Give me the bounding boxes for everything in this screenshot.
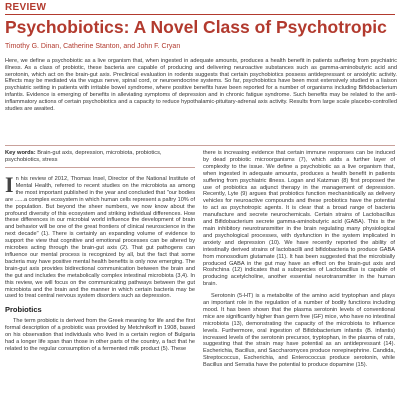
- abstract-divider: [5, 145, 395, 146]
- left-column: [5, 150, 195, 400]
- author-list: Timothy G. Dinan, Catherine Stanton, and John F. Cryan: [5, 43, 181, 50]
- body-paragraph: there is increasing evidence that certain immune responses can be induced by dead probiotic microorganisms (7), which adds a further layer of complexity to the issue. We define a psychobiotic as a live organism that, when ingested in adequate amounts, produces a health benefit in patients suffering from psychiatric illness. Logan and Katzman (8) first proposed the use of probiotics as adjunct therapy in the management of depression. Recently, Lyte (9) argues that probiotics function mechanistically as delivery vehicles for neuroactive compounds and these probiotics have the potential to act as psychotropic agents. It is clear that a broad range of bacteria manufacture and secrete neurochemicals. Certain strains of Lactobacillus and Bifidobacterium secrete gamma-aminobutyric acid (GABA). This is the main inhibitory neurotransmitter in the brain regulating many physiological and psychological processes, with dysfunction in the system implicated in anxiety and depression (10). We have recently reported the ability of intestinally derived strains of lactobacilli and bifidobacteria to produce GABA from monosodium glutamate (11). It has been suggested that the microbially produced GABA in the gut may have an effect on the brain-gut axis and Roshchina (12) indicates that a subspecies of Lactobacillus is capable of producing acetylcholine, another essential neurotransmitter in the human brain.: [203, 150, 395, 288]
- body-paragraph: Serotonin (5-HT) is a metabolite of the amino acid tryptophan and plays an important role in the regulation of a number of bodily functions including mood. It has been shown that the plasma serotonin levels of conventional mice are significantly higher than germ free (GF) mice, who have no intestinal microbiota (13), demonstrating the capacity of the microbiota to influence levels. Furthermore, oral ingestion of Bifidobacterium infantis (B. infantis) increased levels of the serotonin precursor, tryptophan, in the plasma of rats, suggesting that the strain may have potential as an antidepressant (14). Escherichia, Bacillus, and Saccharomyces produce norepinephrine. Candida, Streptococcus, Escherichia, and Enterococcus produce serotonin, while Bacillus and Serratia have the potential to produce dopamine (15).: [203, 293, 395, 369]
- right-column: [203, 150, 395, 400]
- keywords: [5, 150, 195, 168]
- keywords-text: Brain-gut axis, depression, microbiota, probiotics, psychobiotics, stress: [5, 150, 162, 163]
- article-title: Psychobiotics: A Novel Class of Psychotropic: [5, 17, 387, 37]
- header-divider: [5, 14, 395, 15]
- keywords-label: Key words:: [5, 150, 36, 156]
- section-heading-probiotics: Probiotics: [5, 305, 42, 315]
- abstract: Here, we define a psychobiotic as a live organism that, when ingested in adequate amounts, produces a health benefit in patients suffering from psychiatric illness. As a class of probiotic, these bacteria are capable of producing and delivering neuroactive substances such as gamma-aminobutyric acid and serotonin, which act on the brain-gut axis. Preclinical evaluation in rodents suggests that certain psychobiotics possess antidepressant or anxiolytic activity. Effects may be mediated via the vagus nerve, spinal cord, or neuroendocrine systems. So far, psychobiotics have been most extensively studied in a liaison psychiatric setting in patients with irritable bowel syndrome, where positive benefits have been reported for a number of organisms including Bifidobacterium infantis. Evidence is emerging of benefits in alleviating symptoms of depression and in chronic fatigue syndrome. Such benefits may be related to the anti-inflammatory actions of certain psychobiotics and a capacity to reduce hypothalamic-pituitary-adrenal axis activity. Results from large scale placebo-controlled studies are awaited.: [5, 58, 397, 112]
- probiotics-paragraph: The term probiotic is derived from the Greek meaning for life and the first formal description of a probiotic was provided by Metchnikoff in 1908, based on his observation that individuals who lived in a certain region of Bulgaria had a longer life span than those in other parts of the country, a fact that he related to the regular consumption of a fermented milk product (5). These: [5, 318, 195, 352]
- intro-paragraph: In his review of 2012, Thomas Insel, Director of the National Institute of Mental Health, referred to recent studies on the microbiota as among the most important published in the year and concluded that "our bodies are ......a complex ecosystem in which human cells represent a paltry 10% of the population. But beyond the sheer numbers, we now know about the profound diversity of this ecosystem and striking individual differences. How these differences in our microbial world influence the development of brain and behavior will be one of the great frontiers of clinical neuroscience in the next decade" (1). There is certainly an expanding volume of evidence to support the view that cognitive and emotional processes can be altered by microbes acting through the brain-gut axis (2). That gut pathogens can influence our mental process is recognized by all, but the fact that some bacteria may have positive mental health benefits is only now emerging. The brain-gut axis provides bidirectional communication between the brain and the gut and includes the metabolically complex intestinal microbiota (3,4). In this review, we will focus on the communicating pathways between the gut microbiota and the brain and the manner in which certain bacteria may be used to treat central nervous system disorders such as depression.: [5, 172, 195, 300]
- section-label: REVIEW: [5, 2, 47, 13]
